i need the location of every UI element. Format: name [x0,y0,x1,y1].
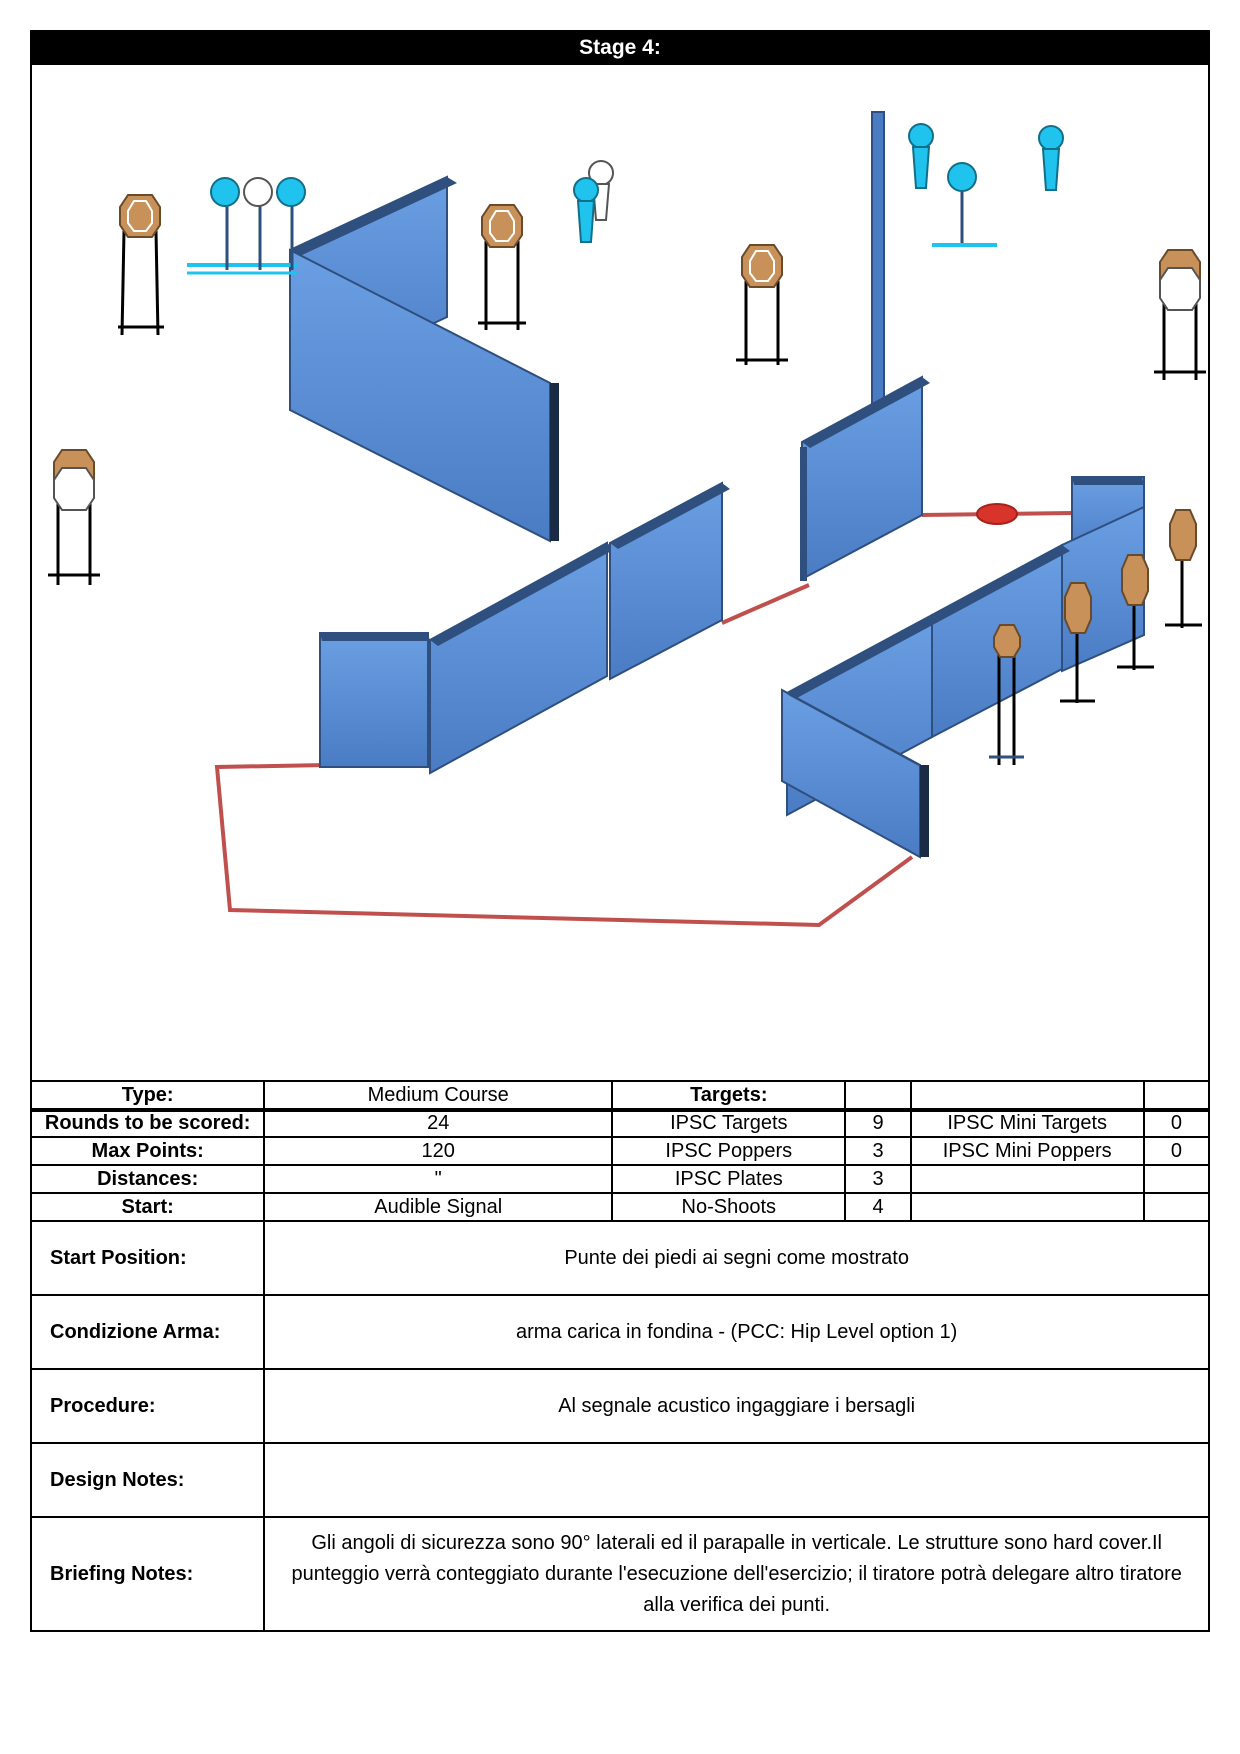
mini-targets-count: 0 [1144,1109,1209,1137]
stage-diagram [30,65,1210,1112]
plate [277,178,305,206]
targets-label: IPSC Targets [612,1109,845,1137]
row-value: " [264,1165,612,1193]
no-shoot [54,468,94,510]
targets-count: 3 [845,1137,910,1165]
targets-count: 4 [845,1193,910,1221]
summary-row [31,1081,1209,1109]
detail-label: Condizione Arma: [31,1295,264,1369]
ipsc-target [118,195,164,335]
detail-value [264,1443,1209,1517]
targets-count [845,1081,910,1109]
detail-label: Briefing Notes: [31,1517,264,1631]
targets-count: 3 [845,1165,910,1193]
row-label: Rounds to be scored: [31,1109,264,1137]
mini-targets-label: IPSC Mini Poppers [911,1137,1144,1165]
row-label: Max Points: [31,1137,264,1165]
mini-targets-count: 0 [1144,1137,1209,1165]
detail-label: Procedure: [31,1369,264,1443]
ipsc-target [478,205,526,330]
row-label: Type: [31,1081,264,1109]
row-label: Distances: [31,1165,264,1193]
ipsc-target [736,245,788,365]
detail-row-design-notes [31,1443,1209,1517]
row-value: Audible Signal [264,1193,612,1221]
targets-label: IPSC Poppers [612,1137,845,1165]
plate-stand [932,163,997,245]
mini-targets-label: IPSC Mini Targets [911,1109,1144,1137]
wall-center [800,377,930,581]
mini-targets-count [1144,1081,1209,1109]
detail-row-start-position [31,1221,1209,1295]
vertical-pole [872,112,884,412]
detail-value: Punte dei piedi ai segni come mostrato [264,1221,1209,1295]
targets-count: 9 [845,1109,910,1137]
ipsc-target [1165,510,1202,628]
summary-row [31,1165,1209,1193]
ipsc-target-with-no-shoot [48,450,100,585]
no-shoot-plate [244,178,272,206]
mini-targets-count [1144,1193,1209,1221]
no-shoot [1160,268,1200,310]
plate [211,178,239,206]
fault-line [722,585,809,623]
mini-targets-count [1144,1165,1209,1193]
ipsc-target-with-no-shoot [1154,250,1206,380]
row-value: 120 [264,1137,612,1165]
mini-targets-label [911,1193,1144,1221]
detail-value: arma carica in fondina - (PCC: Hip Level option 1) [264,1295,1209,1369]
summary-row [31,1193,1209,1221]
stage-title: Stage 4: [30,30,1210,65]
popper [909,124,933,188]
start-marker [977,504,1017,524]
detail-rows [31,1221,1209,1631]
stage-info-table [30,1080,1210,1632]
summary-row [31,1137,1209,1165]
targets-label: No-Shoots [612,1193,845,1221]
detail-label: Start Position: [31,1221,264,1295]
detail-row-briefing-notes [31,1517,1209,1631]
row-label: Start: [31,1193,264,1221]
detail-value: Al segnale acustico ingaggiare i bersagli [264,1369,1209,1443]
mini-targets-label [911,1165,1144,1193]
stage-diagram-svg [32,65,1208,1110]
popper [1039,126,1063,190]
detail-row-condizione-arma [31,1295,1209,1369]
detail-row-procedure [31,1369,1209,1443]
plate [948,163,976,191]
targets-label: IPSC Plates [612,1165,845,1193]
poppers [574,124,1063,242]
mini-targets-label [911,1081,1144,1109]
summary-rows [31,1081,1209,1221]
stage-sheet [30,30,1210,1660]
detail-label: Design Notes: [31,1443,264,1517]
row-value: Medium Course [264,1081,612,1109]
row-value: 24 [264,1109,612,1137]
detail-value: Gli angoli di sicurezza sono 90° laterali ed il parapalle in verticale. Le strutture sono hard cover.Il punteggio verrà conteggiato durante l'esecuzione dell'esercizio; il tiratore potrà delegare altro tiratore alla verifica dei punti. [264,1517,1209,1631]
plate-rack [187,178,305,273]
summary-row [31,1109,1209,1137]
targets-label: Targets: [612,1081,845,1109]
